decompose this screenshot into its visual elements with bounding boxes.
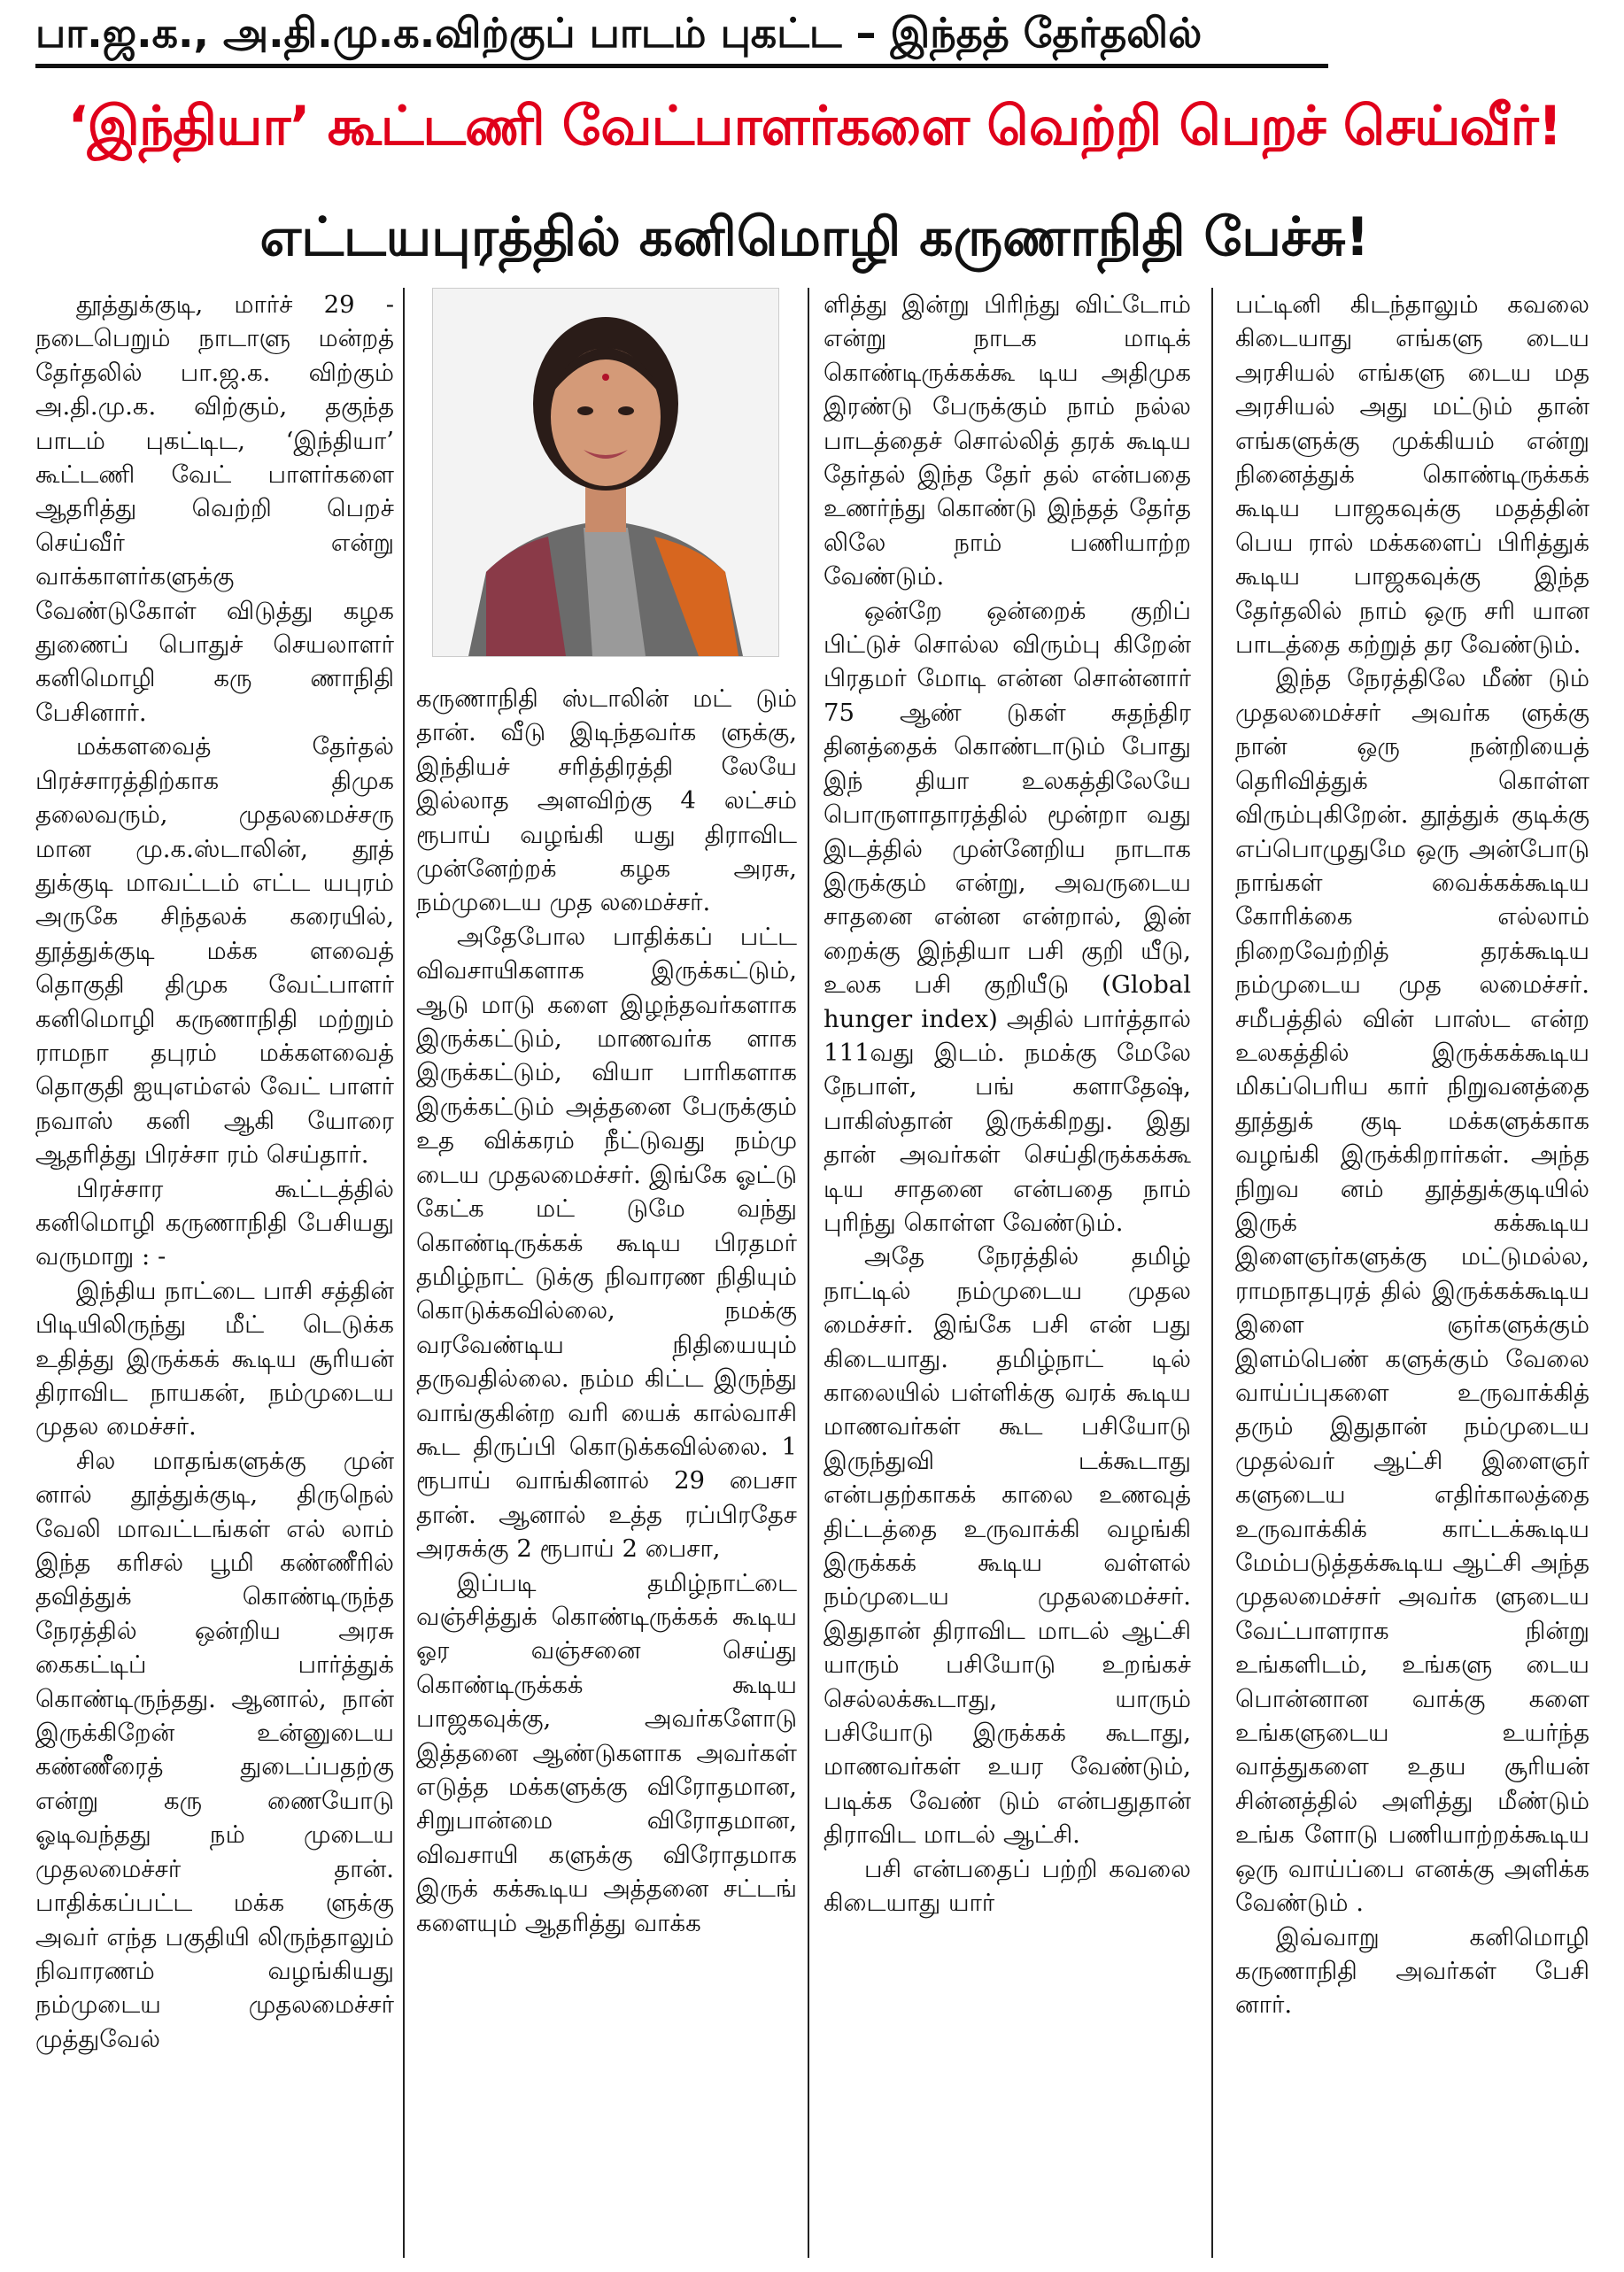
- article-column-4: [1235, 288, 1589, 2258]
- paragraph: அதே நேரத்தில் தமிழ் நாட்டில் நம்முடைய முதல மைச்சர். இங்கே பசி என் பது கிடையாது. தமிழ்நாட் டில் காலையில் பள்ளிக்கு வரக் கூடிய மாணவர்கள் கூட பசியோடு இருந்துவி டக்கூடாது என்பதற்காகக் காலை உணவுத் திட்டத்தை உருவாக்கி வழங்கி இருக்கக் கூடிய வள்ளல் நம்முடைய முதலமைச்சர். இதுதான் திராவிட மாடல் ஆட்சி யாரும் பசியோடு உறங்கச் செல்லக்கூடாது, யாரும் பசியோடு இருக்கக் கூடாது, மாணவர்கள் உயர வேண்டும், படிக்க வேண் டும் என்பதுதான் திராவிட மாடல் ஆட்சி.: [824, 1242, 1191, 1850]
- column-rule: [808, 288, 809, 2258]
- column-rule: [403, 288, 405, 2258]
- paragraph: இந்திய நாட்டை பாசி சத்தின் பிடியிலிருந்து மீட் டெடுக்க உதித்து இருக்கக் கூடிய சூரியன் திராவிட நாயகன், நம்முடைய முதல மைச்சர்.: [35, 1276, 394, 1441]
- paragraph: கருணாநிதி ஸ்டாலின் மட் டும் தான். வீடு இடிந்தவர்க ளுக்கு, இந்தியச் சரித்திரத்தி லேயே இல்லாத அளவிற்கு 4 லட்சம் ரூபாய் வழங்கி யது திராவிட முன்னேற்றக் கழக அரசு, நம்முடைய முத லமைச்சர்.: [416, 684, 797, 917]
- paragraph: ளித்து இன்று பிரிந்து விட்டோம் என்று நாடக மாடிக் கொண்டிருக்கக்கூ டிய அதிமுக இரண்டு பேருக்கும் நாம் நல்ல பாடத்தைச் சொல்லித் தரக் கூடிய தேர்தல் இந்த தேர் தல் என்பதை உணர்ந்து கொண்டு இந்தத் தேர்த லிலே நாம் பணியாற்ற வேண்டும்.: [824, 290, 1191, 591]
- article-column-2: [416, 682, 797, 2258]
- column-rule: [1211, 288, 1213, 2258]
- paragraph: இப்படி தமிழ்நாட்டை வஞ்சித்துக் கொண்டிருக்கக் கூடிய ஓர வஞ்சனை செய்து கொண்டிருக்கக் கூடிய பாஜகவுக்கு, அவர்களோடு இத்தனை ஆண்டுகளாக அவர்கள் எடுத்த மக்களுக்கு விரோதமான, சிறுபான்மை விரோதமான, விவசாயி களுக்கு விரோதமாக இருக் கக்கூடிய அத்தனை சட்டங் களையும் ஆதரித்து வாக்க: [416, 1568, 797, 1937]
- paragraph: இவ்வாறு கனிமொழி கருணாநிதி அவர்கள் பேசி னார்.: [1235, 1922, 1589, 2020]
- paragraph: பசி என்பதைப் பற்றி கவலை கிடையாது யார்: [824, 1854, 1191, 1918]
- paragraph: இந்த நேரத்திலே மீண் டும் முதலமைச்சர் அவர்க ளுக்கு நான் ஒரு நன்றியைத் தெரிவித்துக் கொள்ள விரும்புகிறேன். தூத்துக் குடிக்கு எப்பொழுதுமே ஒரு அன்போடு நாங்கள் வைக்கக்கூடிய கோரிக்கை எல்லாம் நிறைவேற்றித் தரக்கூடிய நம்முடைய முத லமைச்சர். சமீபத்தில் வின் பாஸ்ட என்ற உலகத்தில் இருக்கக்கூடிய மிகப்பெரிய கார் நிறுவனத்தை தூத்துக் குடி மக்களுக்காக வழங்கி இருக்கிறார்கள். அந்த நிறுவ னம் தூத்துக்குடியில் இருக் கக்கூடிய இளைஞர்களுக்கு மட்டுமல்ல, ராமநாதபுரத் தில் இருக்கக்கூடிய இளை ஞர்களுக்கும் இளம்பெண் களுக்கும் வேலை வாய்ப்புகளை உருவாக்கித் தரும் இதுதான் நம்முடைய முதல்வர் ஆட்சி இளைஞர் களுடைய எதிர்காலத்தை உருவாக்கிக் காட்டக்கூடிய மேம்படுத்தக்கூடிய ஆட்சி அந்த முதலமைச்சர் அவர்க ளுடைய வேட்பாளராக நின்று உங்களிடம், உங்களு டைய பொன்னான வாக்கு களை உங்களுடைய உயர்ந்த வாத்துகளை உதய சூரியன் சின்னத்தில் அளித்து மீண்டும் உங்க ளோடு பணியாற்றக்கூடிய ஒரு வாய்ப்பை எனக்கு அளிக்க வேண்டும் .: [1235, 664, 1589, 1918]
- paragraph: ஒன்றே ஒன்றைக் குறிப் பிட்டுச் சொல்ல விரும்பு கிறேன் பிரதமர் மோடி என்ன சொன்னார் 75 ஆண் டுகள் சுதந்திர தினத்தைக் கொண்டாடும் போது இந் தியா உலகத்திலேயே பொருளாதாரத்தில் மூன்றா வது இடத்தில் முன்னேறிய நாடாக இருக்கும் என்று, அவருடைய சாதனை என்ன என்றால், இன் றைக்கு இந்தியா பசி குறி யீடு, உலக பசி குறியீடு (Global hunger index) அதில் பார்த்தால் 111வது இடம். நமக்கு மேலே நேபாள், பங் களாதேஷ், பாகிஸ்தான் இருக்கிறது. இது தான் அவர்கள் செய்திருக்கக்கூ டிய சாதனை என்பதை நாம் புரிந்து கொள்ள வேண்டும்.: [824, 596, 1191, 1237]
- paragraph: சில மாதங்களுக்கு முன் னால் தூத்துக்குடி, திருநெல் வேலி மாவட்டங்கள் எல் லாம் இந்த கரிசல் பூமி கண்ணீரில் தவித்துக் கொண்டிருந்த நேரத்தில் ஒன்றிய அரசு கைகட்டிப் பார்த்துக் கொண்டிருந்தது. ஆனால், நான் இருக்கிறேன் உன்னுடைய கண்ணீரைத் துடைப்பதற்கு என்று கரு ணையோடு ஓடிவந்தது நம் முடைய முதலமைச்சர் தான். பாதிக்கப்பட்ட மக்க ளுக்கு அவர் எந்த பகுதியி லிருந்தாலும் நிவாரணம் வழங்கியது நம்முடைய முதலமைச்சர் முத்துவேல்: [35, 1446, 394, 2053]
- article-column-1: [35, 288, 394, 2258]
- paragraph: மக்களவைத் தேர்தல் பிரச்சாரத்திற்காக திமுக தலைவரும், முதலமைச்சரு மான மு.க.ஸ்டாலின், தூத் துக்குடி மாவட்டம் எட்ட யபுரம் அருகே சிந்தலக் கரையில், தூத்துக்குடி மக்க ளவைத் தொகுதி திமுக வேட்பாளர் கனிமொழி கருணாநிதி மற்றும் ராமநா தபுரம் மக்களவைத் தொகுதி ஐயுஎம்எல் வேட் பாளர் நவாஸ் கனி ஆகி யோரை ஆதரித்து பிரச்சா ரம் செய்தார்.: [35, 732, 394, 1170]
- portrait-photo: [432, 288, 779, 657]
- paragraph: பிரச்சார கூட்டத்தில் கனிமொழி கருணாநிதி பேசியது வருமாறு : -: [35, 1174, 394, 1271]
- paragraph: தூத்துக்குடி, மார்ச் 29 - நடைபெறும் நாடாளு மன்றத் தேர்தலில் பா.ஜ.க. விற்கும் அ.தி.மு.க. விற்கும், தகுந்த பாடம் புகட்டிட, ‘இந்தியா’ கூட்டணி வேட் பாளர்களை ஆதரித்து வெற்றி பெறச் செய்வீர் என்று வாக்காளர்களுக்கு வேண்டுகோள் விடுத்து கழக துணைப் பொதுச் செயலாளர் கனிமொழி கரு ணாநிதி பேசினார்.: [35, 290, 394, 727]
- headline: ‘இந்தியா’ கூட்டணி வேட்பாளர்களை வெற்றி பெறச் செய்வீர்!: [67, 95, 1562, 158]
- paragraph: பட்டினி கிடந்தாலும் கவலை கிடையாது எங்களு டைய அரசியல் எங்களு டைய மத அரசியல் அது மட்டும் தான் எங்களுக்கு முக்கியம் என்று நினைத்துக் கொண்டிருக்கக் கூடிய பாஜகவுக்கு மதத்தின் பெய ரால் மக்களைப் பிரித்துக் கூடிய பாஜகவுக்கு இந்த தேர்தலில் நாம் ஒரு சரி யான பாடத்தை கற்றுத் தர வேண்டும்.: [1235, 290, 1589, 660]
- paragraph: அதேபோல பாதிக்கப் பட்ட விவசாயிகளாக இருக்கட்டும், ஆடு மாடு களை இழந்தவர்களாக இருக்கட்டும், மாணவர்க ளாக இருக்கட்டும், வியா பாரிகளாக இருக்கட்டும் அத்தனை பேருக்கும் உத விக்கரம் நீட்டுவது நம்மு டைய முதலமைச்சர். இங்கே ஓட்டு கேட்க மட் டுமே வந்து கொண்டிருக்கக் கூடிய பிரதமர் தமிழ்நாட் டுக்கு நிவாரண நிதியும் கொடுக்கவில்லை, நமக்கு வரவேண்டிய நிதியையும் தருவதில்லை. நம்ம கிட்ட இருந்து வாங்குகின்ற வரி யைக் கால்வாசி கூட திருப்பி கொடுக்கவில்லை. 1 ரூபாய் வாங்கினால் 29 பைசா தான். ஆனால் உத்த ரப்பிரதேச அரசுக்கு 2 ரூபாய் 2 பைசா,: [416, 922, 797, 1564]
- subhead: எட்டயபுரத்தில் கனிமொழி கருணாநிதி பேச்சு!: [259, 206, 1370, 268]
- article-column-3: [824, 288, 1191, 2258]
- kicker: பா.ஜ.க., அ.தி.மு.க.விற்குப் பாடம் புகட்ட – இந்தத் தேர்தலில்: [35, 2, 1328, 68]
